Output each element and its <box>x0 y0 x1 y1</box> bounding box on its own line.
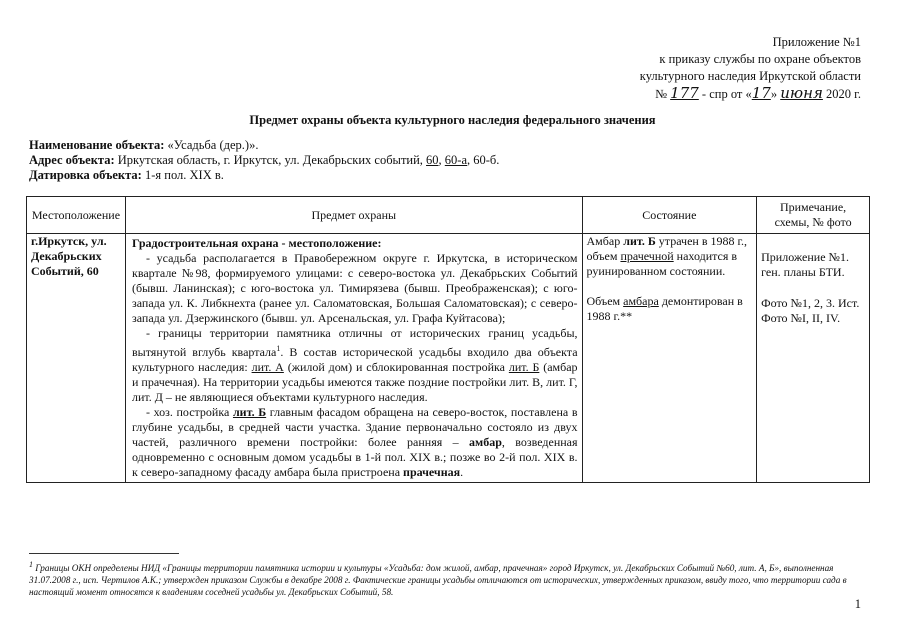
object-date-label: Датировка объекта: <box>29 168 142 182</box>
annex-order-line <box>640 85 861 103</box>
order-number: 177 <box>670 84 699 102</box>
order-mid: - спр от « <box>701 87 752 101</box>
note-2: Фото №1, 2, 3. Ист. Фото №I, II, IV. <box>761 296 860 325</box>
state-1-a: Амбар <box>586 234 621 248</box>
annex-header <box>640 34 861 103</box>
annex-line-3: культурного наследия Иркутской области <box>639 69 861 83</box>
cell-note <box>757 234 870 483</box>
object-name-value: «Усадьба (дер.)». <box>167 138 259 152</box>
subject-paragraph-1: - усадьба располагается в Правобережном округе г. Иркутска, в историческом квартале №98, формируемого улицами: с северо-востока ул. Декабрьских Событий (бывш. Ланинская); с юго-востока ул. Тимирязева (бывш. Преображенская); с юго-запада ул. К. Либкнехта (ранее ул. Саломатовская, Большая Саломатовская); с северо-запада ул. Дзержинского (бывш. ул. Арсенальская, ул. Графа Куйтасова); <box>131 251 578 325</box>
p3-text-d: . <box>460 465 464 479</box>
object-name-label: Наименование объекта: <box>29 138 165 152</box>
subject-paragraph-3 <box>132 405 578 480</box>
order-year: 2020 г. <box>826 87 861 101</box>
state-block-1 <box>587 234 753 279</box>
header-state: Состояние <box>582 197 757 234</box>
cell-subject <box>125 234 582 483</box>
address-num-60b: 60-б. <box>473 153 500 167</box>
footnote-divider <box>29 553 179 554</box>
state-block-2 <box>587 294 753 324</box>
header-location: Местоположение <box>27 197 126 234</box>
p2-text-c: (жилой дом) и сблокированная постройка <box>287 360 505 374</box>
ambar-term: амбар <box>469 435 502 449</box>
object-meta <box>29 138 499 183</box>
prachechnaya-term: прачечная <box>403 465 461 479</box>
object-date-row <box>29 168 499 183</box>
document-title: Предмет охраны объекта культурного наследия федерального значения <box>249 113 656 127</box>
table-header-row <box>27 197 870 234</box>
note-1: Приложение №1. ген. планы БТИ. <box>761 250 849 279</box>
p3-text-b: главным фасадом обращена на северо-восток, поставлена в глубине усадьбы, в средней части участка. Здание первоначально состояло из двух частей, различного времени постройки: более ранняя – <box>131 405 578 449</box>
p2-text-a: - границы территории памятника отличны от исторических границ усадьбы, вытянутой вглубь квартала <box>131 326 578 359</box>
object-name-row <box>29 138 499 153</box>
state-prachechnoy: прачечной <box>620 249 674 263</box>
object-address-value: Иркутская область, г. Иркутск, ул. Декабрьских событий, <box>117 153 423 167</box>
state-1-b: утрачен в 1988 г., объем <box>586 234 748 263</box>
state-1-c: находится в руинированном состоянии. <box>586 249 738 278</box>
order-month-sep: » <box>770 87 778 101</box>
cell-location: г.Иркутск, ул. Декабрьских Событий, 60 <box>27 234 126 483</box>
order-day: 17 <box>751 84 771 102</box>
lit-b-bold: лит. Б <box>232 405 267 419</box>
object-address-label: Адрес объекта: <box>29 153 115 167</box>
p2-text-d: (амбар и прачечная). На территории усадьбы имеются также поздние постройки лит. В, лит. Г, лит. Д – не являющиеся объектами культурного наследия. <box>131 360 578 404</box>
order-month: июня <box>780 84 823 102</box>
lit-a-ref: лит. А <box>251 360 284 374</box>
object-date-value: 1-я пол. XIX в. <box>144 168 224 182</box>
protection-table <box>26 196 870 483</box>
state-ambara: амбара <box>623 294 659 308</box>
state-lit-b: лит. Б <box>623 234 656 248</box>
annex-line-2: к приказу службы по охране объектов <box>659 52 861 66</box>
footnote-text: Границы ОКН определены НИД «Границы территории памятника истории и культуры «Усадьба: дом жилой, амбар, прачечная» город Иркутск, ул. Декабрьских Событий №60, лит. А, Б», выполненная 31.07.2008 г., исп. Чертилов А.К.; утвержден приказом Службы в декабре 2008 г. Фактические границы усадьбы отличаются от исторических, утвержденных приказом, ввиду того, что территории сада в настоящий момент относятся к владениям соседней усадьбы ул. Декабрьских Событий, 58. <box>29 563 847 598</box>
header-subject: Предмет охраны <box>125 197 582 234</box>
p3-text-c: , возведенная одновременно с основным домом усадьбы в 1-й пол. XIX в.; позже во 2-й пол. XIX в. к северо-западному фасаду амбара была пристроена <box>131 435 578 479</box>
footnote <box>29 559 869 598</box>
address-num-60a: 60-а <box>444 153 468 167</box>
object-address-row: Адрес объекта: Иркутская область, г. Иркутск, ул. Декабрьских событий, 60, 60-а, 60-б. <box>29 153 500 167</box>
subject-paragraph-2 <box>132 326 578 405</box>
address-num-60: 60 <box>426 153 439 167</box>
lit-b-ref: лит. Б <box>508 360 540 374</box>
header-note: Примечание, схемы, № фото <box>757 197 870 234</box>
cell-state <box>582 234 757 483</box>
state-2-a: Объем <box>586 294 621 308</box>
annex-line-1: Приложение №1 <box>772 35 861 49</box>
state-2-b: демонтирован в 1988 г.** <box>586 294 743 323</box>
page-number: 1 <box>854 597 861 611</box>
table-row <box>27 234 870 483</box>
footnote-mark: 1 <box>29 560 33 569</box>
order-num-prefix: № <box>655 87 668 101</box>
footnote-ref: 1 <box>276 344 281 353</box>
p3-text-a: - хоз. постройка <box>145 405 230 419</box>
subject-heading: Градостроительная охрана - местоположение: <box>131 236 382 250</box>
p2-text-b: . В состав исторической усадьбы входило два объекта культурного наследия: <box>131 345 578 374</box>
